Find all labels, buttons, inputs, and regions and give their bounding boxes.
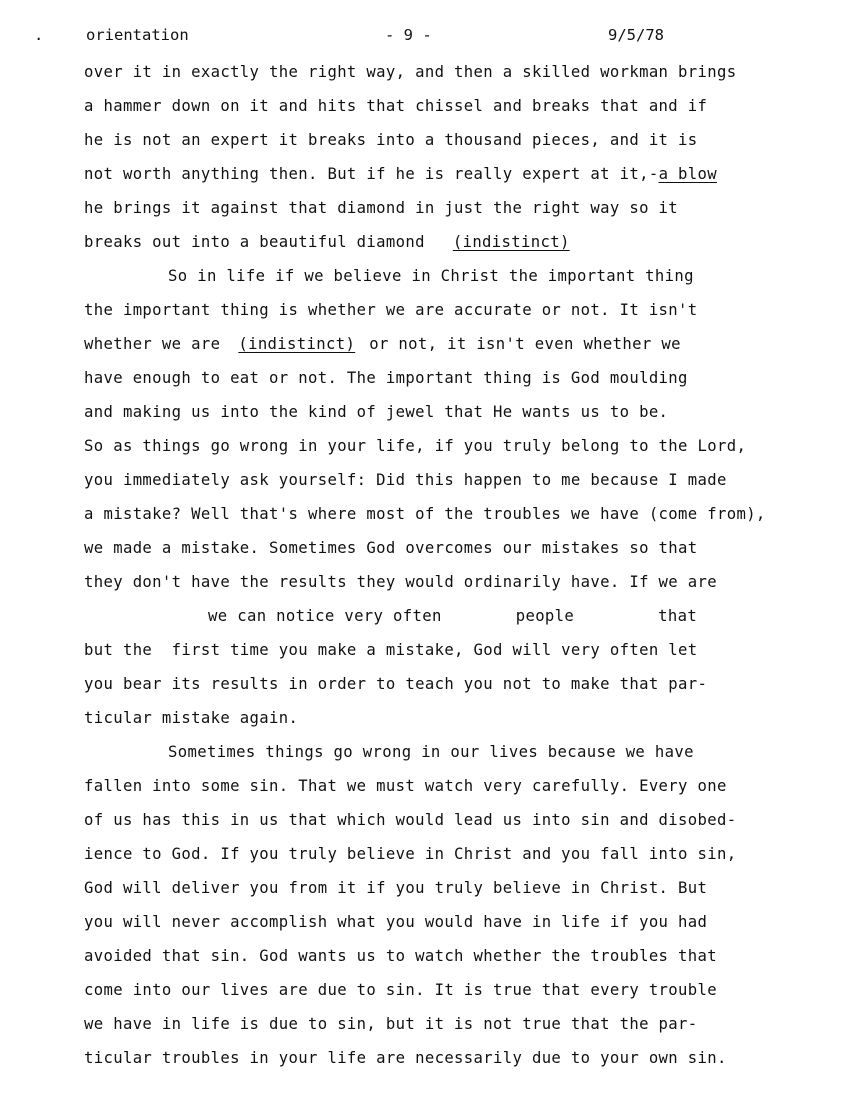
text-line: So as things go wrong in your life, if you truly belong to the Lord, bbox=[84, 437, 747, 455]
header-title: orientation bbox=[86, 26, 189, 44]
text-line bbox=[84, 330, 847, 364]
text-line: and making us into the kind of jewel that He wants us to be. bbox=[84, 403, 669, 421]
text-line: ience to God. If you truly believe in Christ and you fall into sin, bbox=[84, 845, 737, 863]
header-date: 9/5/78 bbox=[608, 26, 664, 44]
text-line bbox=[84, 228, 847, 262]
text-line: ticular mistake again. bbox=[84, 709, 299, 727]
text-line: a mistake? Well that's where most of the troubles we have (come from), bbox=[84, 505, 766, 523]
indistinct-note: (indistinct) bbox=[238, 335, 356, 353]
text-line bbox=[208, 602, 847, 636]
underlined-text: a blow bbox=[658, 165, 717, 183]
text-line: have enough to eat or not. The important thing is God moulding bbox=[84, 369, 688, 387]
text-line: you bear its results in order to teach you not to make that par- bbox=[84, 675, 708, 693]
text-line: we made a mistake. Sometimes God overcomes our mistakes so that bbox=[84, 539, 698, 557]
indistinct-note: (indistinct) bbox=[452, 233, 570, 251]
page-header bbox=[0, 26, 847, 50]
text-span: not worth anything then. But if he is really expert at it,- bbox=[84, 165, 659, 183]
page-number: - 9 - bbox=[385, 26, 432, 44]
text-line: you will never accomplish what you would have in life if you had bbox=[84, 913, 708, 931]
text-line: but the first time you make a mistake, God will very often let bbox=[84, 641, 698, 659]
paragraph-start: Sometimes things go wrong in our lives because we have bbox=[168, 743, 694, 761]
text-line: ticular troubles in your life are necessarily due to your own sin. bbox=[84, 1049, 727, 1067]
paragraph-start: So in life if we believe in Christ the important thing bbox=[168, 267, 694, 285]
text-line bbox=[84, 160, 847, 194]
text-line: they don't have the results they would ordinarily have. If we are bbox=[84, 573, 717, 591]
text-line: avoided that sin. God wants us to watch whether the troubles that bbox=[84, 947, 717, 965]
text-line: fallen into some sin. That we must watch very carefully. Every one bbox=[84, 777, 727, 795]
text-line: you immediately ask yourself: Did this happen to me because I made bbox=[84, 471, 727, 489]
text-line: he brings it against that diamond in just the right way so it bbox=[84, 199, 679, 217]
document-body bbox=[0, 58, 847, 1078]
text-line: over it in exactly the right way, and then a skilled workman brings bbox=[84, 63, 737, 81]
text-span: that bbox=[658, 607, 698, 625]
text-span: people bbox=[515, 607, 575, 625]
text-span: we can notice very often bbox=[208, 607, 442, 625]
text-line: the important thing is whether we are accurate or not. It isn't bbox=[84, 301, 698, 319]
text-line: he is not an expert it breaks into a thousand pieces, and it is bbox=[84, 131, 698, 149]
text-span: whether we are bbox=[84, 335, 221, 353]
text-line: God will deliver you from it if you truly believe in Christ. But bbox=[84, 879, 708, 897]
text-line: we have in life is due to sin, but it is not true that the par- bbox=[84, 1015, 698, 1033]
text-span: or not, it isn't even whether we bbox=[369, 335, 681, 353]
text-line: a hammer down on it and hits that chissel and breaks that and if bbox=[84, 97, 708, 115]
text-span: breaks out into a beautiful diamond bbox=[84, 233, 425, 251]
text-line: come into our lives are due to sin. It is true that every trouble bbox=[84, 981, 717, 999]
text-line: of us has this in us that which would lead us into sin and disobed- bbox=[84, 811, 737, 829]
header-bullet: . bbox=[34, 26, 44, 44]
